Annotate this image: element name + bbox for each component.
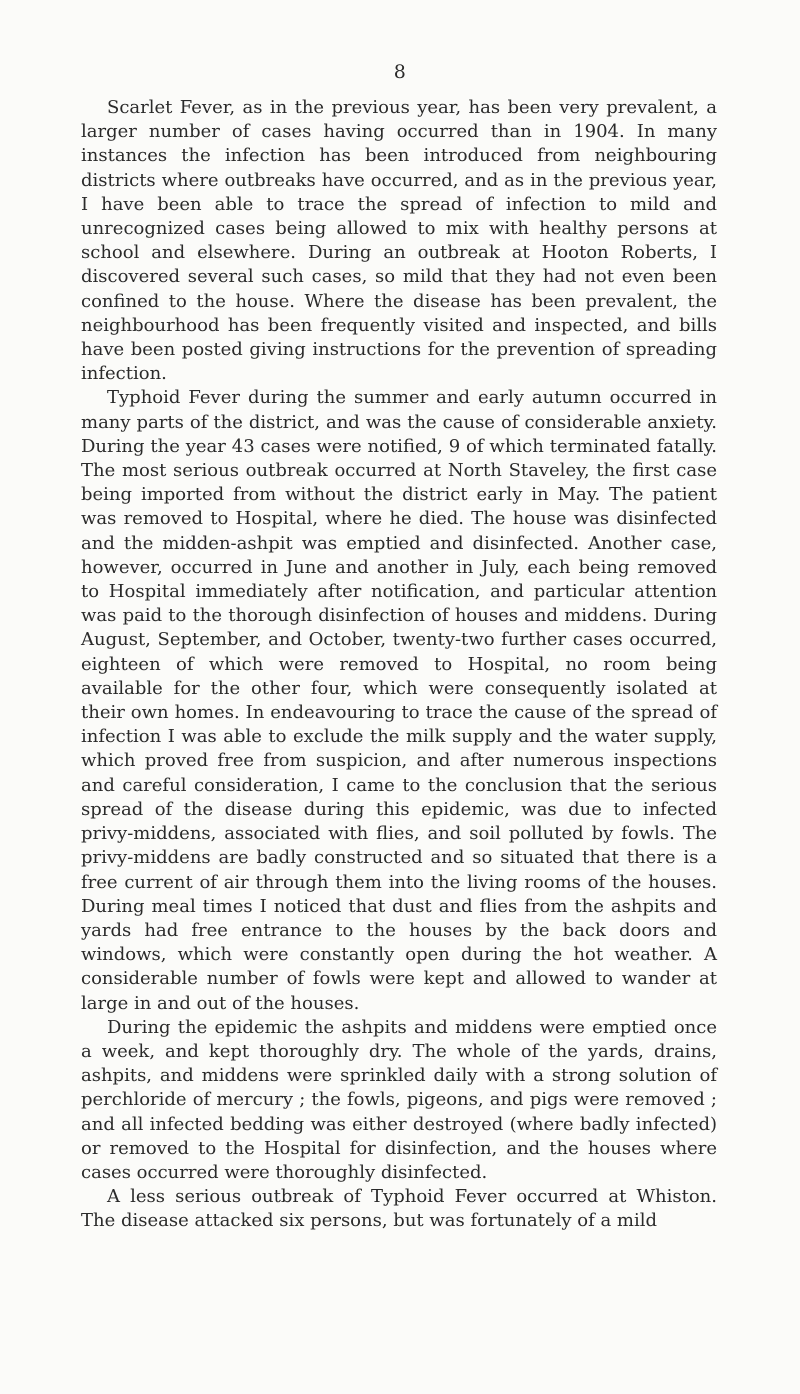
page-number: 8 (393, 61, 407, 83)
paragraph-typhoid-fever: Typhoid Fever during the summer and early autumn occurred in many parts of the district, and was the cause of considerable anxiety. During the year 43 cases were notified, 9 of which terminated fatally. The most serious outbreak occurred at North Staveley, the first case being imported from without the district early in May. The patient was removed to Hospital, where he died. The house was disinfected and the midden-ashpit was emptied and disinfected. Another case, however, occurred in June and another in July, each being removed to Hospital immediately after notification, and particular attention was paid to the thorough disinfection of houses and middens. During August, September, and October, twenty-two further cases occurred, eighteen of which were removed to Hospital, no room being available for the other four, which were consequently isolated at their own homes. In endeavouring to trace the cause of the spread of infection I was able to exclude the milk supply and the water supply, which proved free from suspicion, and after numerous inspections and careful consideration, I came to the conclusion that the serious spread of the disease during this epidemic, was due to infected privy-middens, associated with flies, and soil polluted by fowls. The privy-middens are badly constructed and so situated that there is a free current of air through them into the living rooms of the houses. During meal times I noticed that dust and flies from the ashpits and yards had free entrance to the houses by the back doors and windows, which were constantly open during the hot weather. A considerable number of fowls were kept and allowed to wander at large in and out of the houses. (81, 387, 717, 1014)
paragraph-whiston-outbreak: A less serious outbreak of Typhoid Fever occurred at Whiston. The disease attacked six persons, but was fortunately of a mild (81, 1186, 717, 1232)
paragraph-epidemic-measures: During the epidemic the ashpits and middens were emptied once a week, and kept thoroughly dry. The whole of the yards, drains, ashpits, and middens were sprinkled daily with a strong solution of perchloride of mercury ; the fowls, pigeons, and pigs were removed ; and all infected bedding was either destroyed (where badly infected) or removed to the Hospital for disinfection, and the houses where cases occurred were thoroughly disinfected. (81, 1016, 717, 1183)
paragraph-scarlet-fever: Scarlet Fever, as in the previous year, has been very prevalent, a larger number of cases having occurred than in 1904. In many instances the infection has been introduced from neighbouring districts where outbreaks have occurred, and as in the previous year, I have been able to trace the spread of infection to mild and unrecognized cases being allowed to mix with healthy persons at school and elsewhere. During an outbreak at Hooton Roberts, I discovered several such cases, so mild that they had not even been confined to the house. Where the disease has been prevalent, the neighbourhood has been frequently visited and inspected, and bills have been posted giving instructions for the prevention of spreading infection. (81, 97, 717, 385)
body-text (81, 96, 717, 1234)
